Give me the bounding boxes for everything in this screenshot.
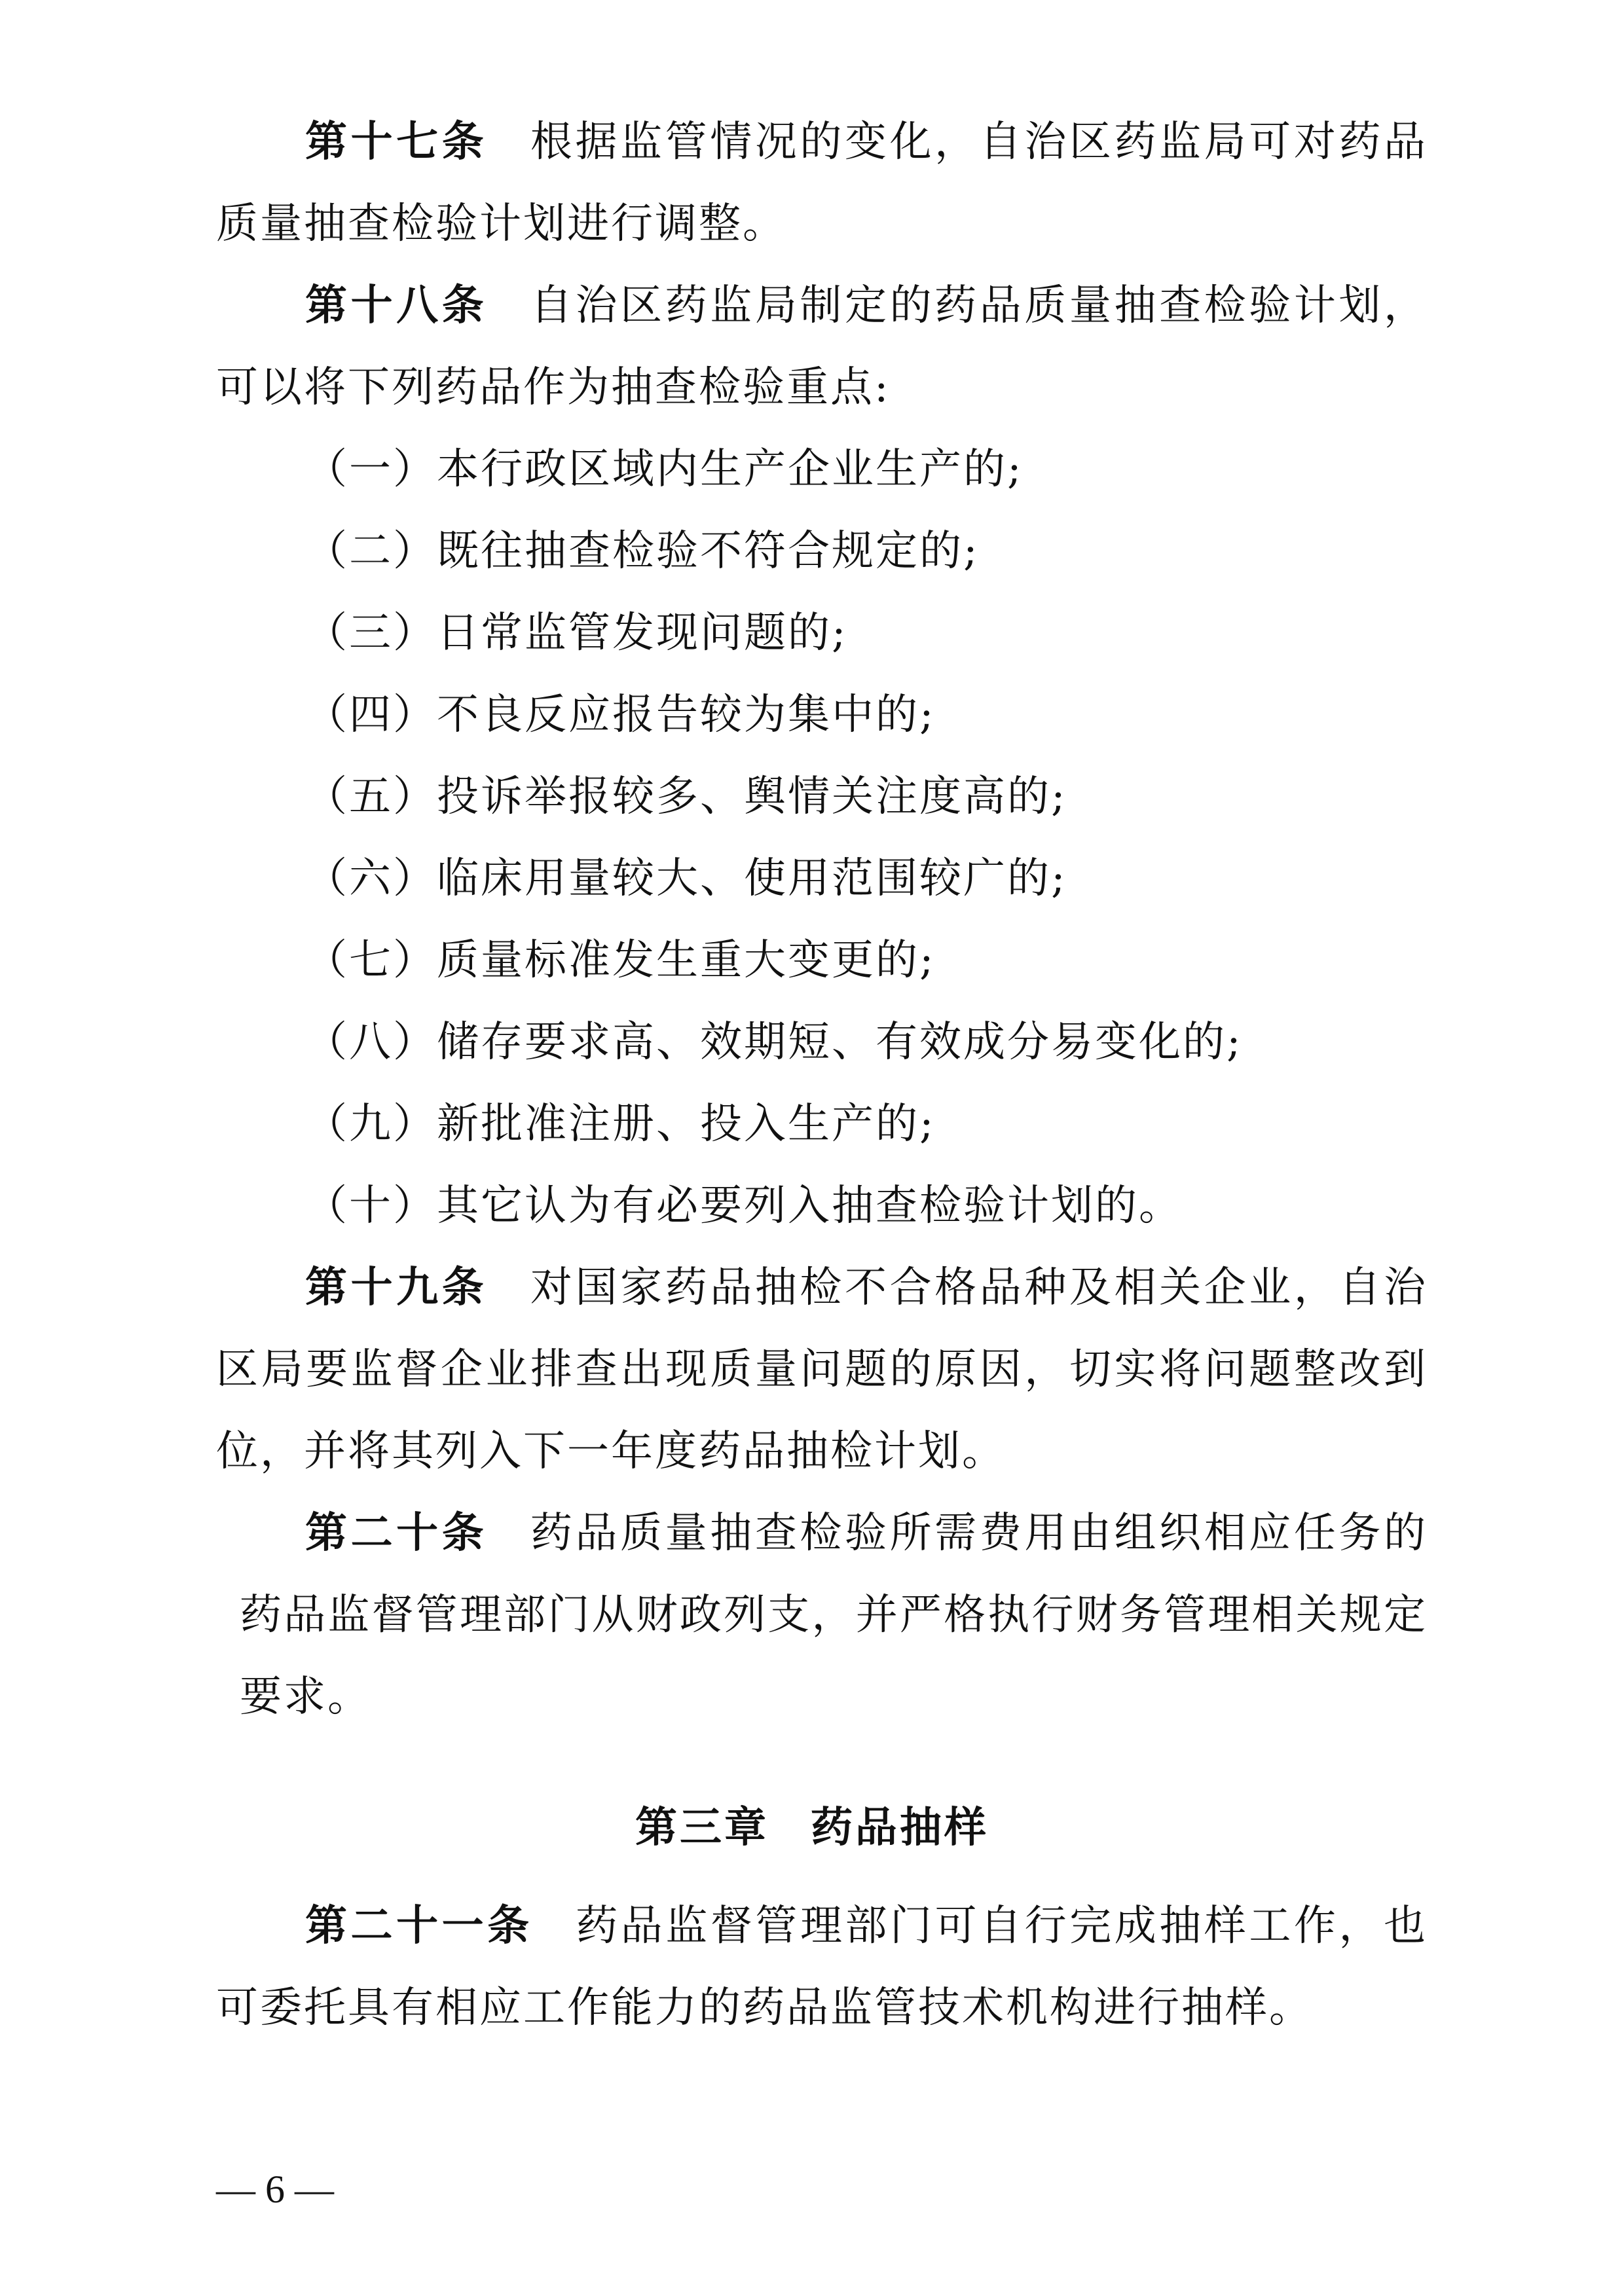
article-18-text: 自治区药监局制定的药品质量抽查检验计划，可以将下列药品作为抽查检验重点: (216, 282, 1428, 412)
list-item: （七）质量标准发生重大变更的; (305, 936, 936, 985)
list-item: （二）既往抽查检验不符合规定的; (305, 527, 980, 575)
article-18 (216, 265, 1428, 429)
list-item: （八）储存要求高、效期短、有效成分易变化的; (305, 1018, 1243, 1066)
article-20-number: 第二十条 (305, 1509, 488, 1558)
list-item: （十）其它认为有必要列入抽查检验计划的。 (305, 1182, 1183, 1230)
list-item: （九）新批准注册、投入生产的; (305, 1100, 936, 1148)
chapter-title: 药品抽样 (811, 1804, 989, 1852)
article-19-number: 第十九条 (305, 1264, 488, 1312)
list-item: （六）临床用量较大、使用范围较广的; (305, 854, 1067, 903)
list-item: （四）不良反应报告较为集中的; (305, 691, 936, 739)
page-number: — 6 — (216, 2168, 334, 2211)
article-20 (240, 1493, 1428, 1738)
article-17-text: 根据监管情况的变化，自治区药监局可对药品质量抽查检验计划进行调整。 (216, 118, 1428, 248)
article-17-number: 第十七条 (305, 118, 488, 166)
article-18-number: 第十八条 (305, 282, 488, 330)
article-21-number: 第二十一条 (305, 1902, 533, 1950)
article-19-text: 对国家药品抽检不合格品种及相关企业，自治区局要监督企业排查出现质量问题的原因，切实将问题整改到位，并将其列入下一年度药品抽检计划。 (216, 1264, 1428, 1476)
list-item: （一）本行政区域内生产企业生产的; (305, 445, 1024, 494)
list-item: （三）日常监管发现问题的; (305, 609, 848, 657)
chapter-number: 第三章 (635, 1804, 769, 1852)
article-19 (216, 1247, 1428, 1493)
list-item: （五）投诉举报较多、舆情关注度高的; (305, 773, 1067, 821)
article-17 (216, 101, 1428, 265)
article-20-text: 药品质量抽查检验所需费用由组织相应任务的药品监督管理部门从财政列支，并严格执行财务管理相关规定要求。 (240, 1509, 1428, 1721)
chapter-heading (0, 1794, 1624, 1854)
article-21-text: 药品监督管理部门可自行完成抽样工作，也可委托具有相应工作能力的药品监管技术机构进行抽样。 (216, 1902, 1428, 2032)
article-21 (216, 1886, 1428, 2049)
